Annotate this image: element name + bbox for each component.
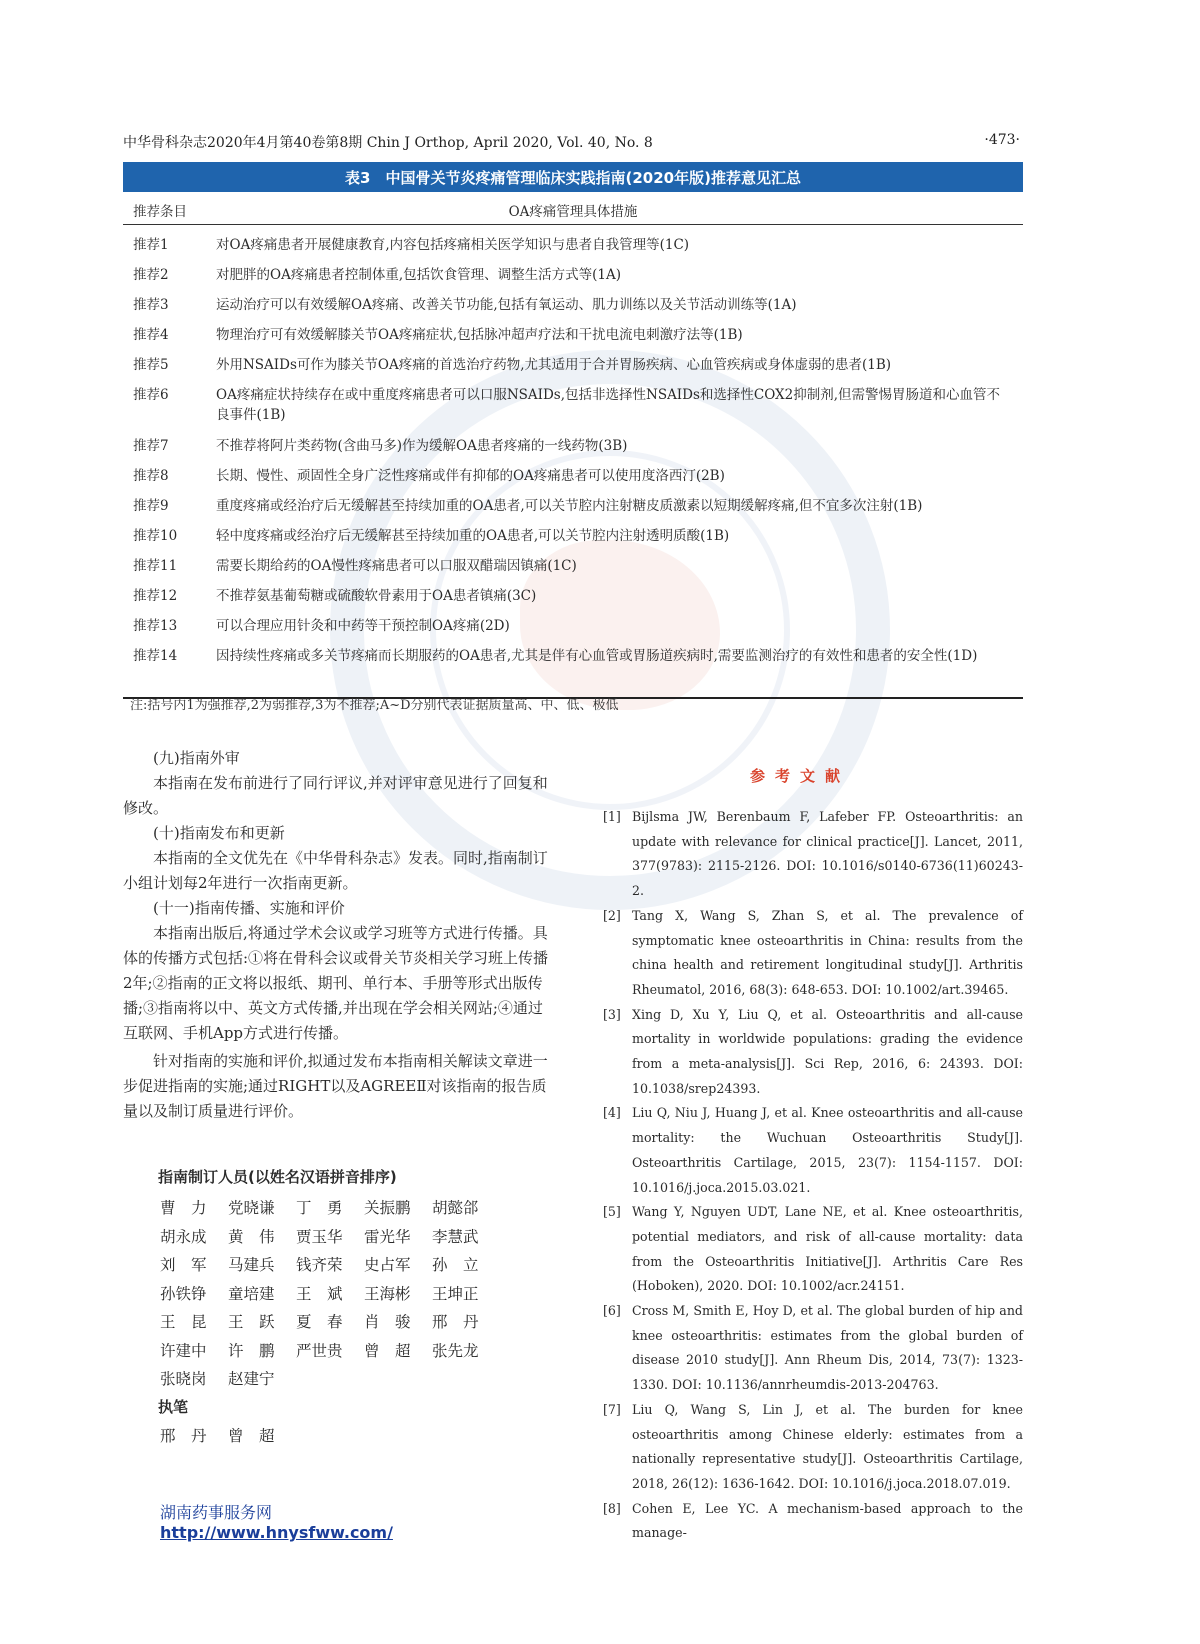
table-row (123, 235, 1023, 265)
reference-item (603, 1003, 1023, 1102)
row-label: 推荐14 (133, 648, 178, 664)
staff-name: 李慧武 (432, 1227, 479, 1246)
body-left-column (123, 746, 553, 1124)
staff-name: 许建中 (160, 1341, 207, 1360)
staff-name: 王 昆 (160, 1313, 207, 1331)
row-text: 运动治疗可以有效缓解OA疼痛、改善关节功能,包括有氧运动、肌力训练以及关节活动训练等(1A) (216, 297, 797, 313)
reference-number: [5] (603, 1204, 621, 1220)
reference-item (603, 904, 1023, 1003)
staff-name: 孙 立 (432, 1256, 479, 1274)
staff-name: 关振鹏 (364, 1199, 411, 1217)
page-number: ·473· (984, 132, 1020, 148)
column-header-measure: OA疼痛管理具体措施 (508, 204, 638, 220)
row-text: 外用NSAIDs可作为膝关节OA疼痛的首选治疗药物,尤其适用于合并胃肠疾病、心血管疾病或身体虚弱的患者(1B) (216, 357, 892, 373)
staff-name: 王 跃 (228, 1313, 275, 1331)
staff-heading: 指南制订人员(以姓名汉语拼音排序) (158, 1168, 397, 1186)
reference-item (603, 805, 1023, 904)
reference-item (603, 1398, 1023, 1497)
staff-name: 肖 骏 (364, 1313, 411, 1331)
table-note: 注:括号内1为强推荐,2为弱推荐,3为不推荐;A~D分别代表证据质量高、中、低、极低 (130, 698, 619, 713)
staff-name: 张晓岗 (160, 1370, 207, 1388)
staff-row (160, 1365, 550, 1394)
recommendation-table (123, 192, 1023, 699)
row-text: 轻中度疼痛或经治疗后无缓解甚至持续加重的OA患者,可以关节腔内注射透明质酸(1B) (216, 528, 730, 544)
staff-name: 雷光华 (364, 1227, 411, 1246)
table-row (123, 496, 1023, 526)
reference-number: [3] (603, 1006, 621, 1022)
row-text: 重度疼痛或经治疗后无缓解甚至持续加重的OA患者,可以关节腔内注射糖皮质激素以短期缓解疼痛,但不宜多次注射(1B) (216, 498, 923, 514)
staff-row (160, 1280, 550, 1309)
staff-row (160, 1251, 550, 1280)
staff-name: 贾玉华 (296, 1227, 343, 1246)
reference-text: Cross M, Smith E, Hoy D, et al. The global burden of hip and knee osteoarthritis: estimates from the global burden of disease 2010 study[J]. Ann Rheum Dis, 2014, 73(7): 1323-1330. DOI: 10.1136/annrheumdis-2013-204763. (632, 1303, 1023, 1393)
paragraph: 针对指南的实施和评价,拟通过发布本指南相关解读文章进一步促进指南的实施;通过RIGHT以及AGREEⅡ对该指南的报告质量以及制订质量进行评价。 (123, 1052, 548, 1120)
table-row (123, 355, 1023, 385)
row-label: 推荐12 (133, 588, 178, 604)
staff-name: 孙铁铮 (160, 1284, 207, 1303)
row-label: 推荐3 (133, 297, 169, 313)
staff-name: 夏 春 (296, 1313, 343, 1331)
row-text: 不推荐氨基葡萄糖或硫酸软骨素用于OA患者镇痛(3C) (216, 588, 537, 604)
writer-row (160, 1422, 550, 1451)
section-heading: (九)指南外审 (153, 749, 240, 767)
table-row (123, 526, 1023, 556)
staff-name: 王 斌 (296, 1284, 343, 1303)
row-text: 需要长期给药的OA慢性疼痛患者可以口服双醋瑞因镇痛(1C) (216, 558, 577, 574)
staff-name: 黄 伟 (228, 1227, 275, 1246)
row-label: 推荐7 (133, 438, 169, 454)
reference-number: [1] (603, 809, 621, 824)
footer-site-name: 湖南药事服务网 (160, 1503, 273, 1522)
table-row (123, 556, 1023, 586)
row-label: 推荐10 (133, 528, 178, 544)
references-title: 参考文献 (750, 767, 851, 785)
paragraph: 本指南出版后,将通过学术会议或学习班等方式进行传播。具体的传播方式包括:①将在骨科会议或骨关节炎相关学习班上传播2年;②指南的正文将以报纸、期刊、单行本、手册等形式出版传播;③指南将以中、英文方式传播,并出现在学会相关网站;④通过互联网、手机App方式进行传播。 (123, 924, 549, 1042)
writers-list (160, 1422, 550, 1451)
staff-name: 严世贵 (296, 1341, 343, 1360)
staff-name: 钱齐荣 (296, 1256, 343, 1274)
row-label: 推荐11 (133, 558, 178, 574)
running-head: 中华骨科杂志2020年4月第40卷第8期 Chin J Orthop, April 2020, Vol. 40, No. 8 (123, 135, 653, 151)
row-label: 推荐13 (133, 618, 178, 634)
table-row (123, 586, 1023, 616)
row-label: 推荐1 (133, 237, 169, 253)
reference-number: [2] (603, 907, 621, 923)
table-row (123, 325, 1023, 355)
staff-name: 张先龙 (432, 1341, 479, 1360)
staff-name: 曹 力 (160, 1199, 207, 1217)
staff-name: 王海彬 (364, 1284, 411, 1303)
row-text: 不推荐将阿片类药物(含曲马多)作为缓解OA患者疼痛的一线药物(3B) (216, 438, 628, 454)
staff-name: 丁 勇 (296, 1199, 343, 1217)
reference-text: Cohen E, Lee YC. A mechanism-based approach to the manage- (632, 1500, 1023, 1541)
reference-item (603, 1101, 1023, 1200)
references-list (603, 805, 1023, 1546)
reference-number: [7] (603, 1401, 621, 1417)
staff-name: 胡懿郃 (432, 1199, 479, 1217)
table-row (123, 265, 1023, 295)
row-label: 推荐5 (133, 357, 169, 373)
reference-text: Wang Y, Nguyen UDT, Lane NE, et al. Knee osteoarthritis, potential mediators, and risk of all-cause mortality: data from the Osteoarthritis Initiative[J]. Arthritis Care Res (Hoboken), 2020. DOI: 10.1002/acr.24151. (632, 1204, 1023, 1294)
staff-name: 赵建宁 (228, 1370, 275, 1388)
staff-name: 曾 超 (364, 1341, 411, 1360)
staff-list (160, 1194, 550, 1394)
row-text: 长期、慢性、顽固性全身广泛性疼痛或伴有抑郁的OA疼痛患者可以使用度洛西汀(2B) (216, 468, 725, 484)
table-row (123, 616, 1023, 646)
staff-row (160, 1223, 550, 1252)
row-text: 对肥胖的OA疼痛患者控制体重,包括饮食管理、调整生活方式等(1A) (216, 267, 621, 283)
table-row (123, 436, 1023, 466)
staff-row (160, 1337, 550, 1366)
table-row (123, 646, 1023, 697)
staff-name: 党晓谦 (228, 1199, 275, 1217)
reference-item (603, 1497, 1023, 1546)
reference-number: [4] (603, 1105, 621, 1121)
reference-number: [6] (603, 1303, 621, 1319)
row-text: 对OA疼痛患者开展健康教育,内容包括疼痛相关医学知识与患者自我管理等(1C) (216, 237, 690, 253)
paragraph: 本指南的全文优先在《中华骨科杂志》发表。同时,指南制订小组计划每2年进行一次指南更新。 (123, 849, 548, 892)
section-heading: (十)指南发布和更新 (153, 824, 285, 842)
table-title: 表3 中国骨关节炎疼痛管理临床实践指南(2020年版)推荐意见汇总 (123, 162, 1023, 192)
writer-name: 邢 丹 (160, 1427, 207, 1445)
staff-name: 马建兵 (228, 1256, 275, 1274)
table-header (123, 192, 1023, 225)
table-row (123, 295, 1023, 325)
row-text: OA疼痛症状持续存在或中重度疼痛患者可以口服NSAIDs,包括非选择性NSAIDs和选择性COX2抑制剂,但需警惕胃肠道和心血管不良事件(1B) (216, 387, 1001, 423)
row-label: 推荐2 (133, 267, 169, 283)
paragraph: 本指南在发布前进行了同行评议,并对评审意见进行了回复和修改。 (123, 774, 548, 817)
table-row (123, 385, 1023, 436)
staff-name: 童培建 (228, 1284, 275, 1303)
staff-name: 邢 丹 (432, 1313, 479, 1331)
table-body (123, 235, 1023, 697)
reference-text: Tang X, Wang S, Zhan S, et al. The prevalence of symptomatic knee osteoarthritis in China: results from the china health and retirement longitudinal study[J]. Arthritis Rheumatol, 2016, 68(3): 648-653. DOI: 10.1002/art.39465. (632, 907, 1023, 997)
row-label: 推荐8 (133, 468, 169, 484)
row-text: 因持续性疼痛或多关节疼痛而长期服药的OA患者,尤其是伴有心血管或胃肠道疾病时,需要监测治疗的有效性和患者的安全性(1D) (216, 648, 978, 664)
writers-heading: 执笔 (158, 1398, 189, 1416)
row-text: 物理治疗可有效缓解膝关节OA疼痛症状,包括脉冲超声疗法和干扰电流电刺激疗法等(1B) (216, 327, 743, 343)
reference-text: Liu Q, Wang S, Lin J, et al. The burden for knee osteoarthritis among Chinese elderly: estimates from a nationally representative study[J]. Osteoarthritis Cartilage, 2018, 26(12): 1636-1642. DOI: 10.1016/j.joca.2018.07.019. (632, 1401, 1023, 1491)
row-label: 推荐4 (133, 327, 169, 343)
footer-site-url[interactable]: http://www.hnysfww.com/ (160, 1523, 393, 1542)
table-row (123, 466, 1023, 496)
reference-number: [8] (603, 1500, 621, 1516)
staff-name: 许 鹏 (228, 1341, 275, 1360)
staff-row (160, 1194, 550, 1223)
reference-text: Xing D, Xu Y, Liu Q, et al. Osteoarthritis and all-cause mortality in worldwide populations: grading the evidence from a meta-analysis[J]. Sci Rep, 2016, 6: 24393. DOI: 10.1038/srep24393. (632, 1006, 1023, 1096)
staff-row (160, 1308, 550, 1337)
reference-item (603, 1200, 1023, 1299)
row-text: 可以合理应用针灸和中药等干预控制OA疼痛(2D) (216, 618, 510, 634)
staff-name: 刘 军 (160, 1256, 207, 1274)
row-label: 推荐6 (133, 387, 169, 403)
writer-name: 曾 超 (228, 1427, 275, 1445)
footer (160, 1500, 393, 1542)
staff-name: 王坤正 (432, 1284, 479, 1303)
reference-text: Liu Q, Niu J, Huang J, et al. Knee osteoarthritis and all-cause mortality: the Wuchuan Osteoarthritis Study[J]. Osteoarthritis Cartilage, 2015, 23(7): 1154-1157. DOI: 10.1016/j.joca.2015.03.021. (632, 1105, 1023, 1195)
reference-item (603, 1299, 1023, 1398)
row-label: 推荐9 (133, 498, 169, 514)
section-heading: (十一)指南传播、实施和评价 (153, 899, 345, 917)
staff-name: 史占军 (364, 1256, 411, 1274)
column-header-item: 推荐条目 (133, 204, 187, 220)
staff-name: 胡永成 (160, 1227, 207, 1246)
reference-text: Bijlsma JW, Berenbaum F, Lafeber FP. Osteoarthritis: an update with relevance for clinical practice[J]. Lancet, 2011, 377(9783): 2115-2126. DOI: 10.1016/s0140-6736(11)60243-2. (632, 809, 1023, 899)
